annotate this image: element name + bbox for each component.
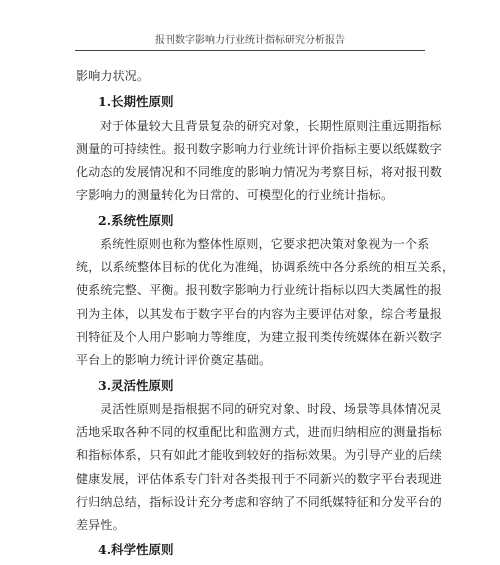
paragraph-line: 行归纳总结，指标设计充分考虑和容纳了不同纸媒特征和分发平台的 xyxy=(76,495,443,509)
paragraph-line: 健康发展，评估体系专门针对各类报刊于不同新兴的数字平台表现进 xyxy=(76,472,443,486)
paragraph-line: 平台上的影响力统计评价奠定基础。 xyxy=(76,353,272,367)
paragraph-line: 活地采取各种不同的权重配比和监测方式，进而归纳相应的测量指标 xyxy=(76,425,443,439)
paragraph-line: 测量的可持续性。报刊数字影响力行业统计评价指标主要以纸媒数字 xyxy=(76,142,443,156)
section-heading-systematic: 2.系统性原则 xyxy=(98,213,174,228)
paragraph-line: 和指标体系，只有如此才能收到较好的指标效果。为引导产业的后续 xyxy=(76,448,443,462)
paragraph-line: 字影响力的测量转化为日常的、可模型化的行业统计指标。 xyxy=(76,188,394,202)
paragraph-line: 使系统完整、平衡。报刊数字影响力行业统计指标以四大类属性的报 xyxy=(76,283,443,297)
paragraph-line: 刊为主体，以其发布于数字平台的内容为主要评估对象，综合考量报 xyxy=(76,307,443,321)
section-heading-scientific: 4.科学性原则 xyxy=(98,542,174,557)
paragraph-line: 对于体量较大且背景复杂的研究对象，长期性原则注重远期指标 xyxy=(100,119,442,133)
paragraph-line: 差异性。 xyxy=(76,518,125,532)
paragraph-line: 刊特征及个人用户影响力等维度，为建立报刊类传统媒体在新兴数字 xyxy=(76,330,443,344)
header-rule xyxy=(75,50,425,51)
paragraph-line: 化动态的发展情况和不同维度的影响力情况为考察目标，将对报刊数 xyxy=(76,165,443,179)
running-header: 报刊数字影响力行业统计指标研究分析报告 xyxy=(155,35,345,46)
section-heading-long-term: 1.长期性原则 xyxy=(98,94,174,109)
paragraph-line: 统，以系统整体目标的优化为准绳，协调系统中各分系统的相互关系， xyxy=(76,260,455,274)
paragraph-line: 系统性原则也称为整体性原则，它要求把决策对象视为一个系 xyxy=(100,237,430,251)
paragraph-line: 灵活性原则是指根据不同的研究对象、时段、场景等具体情况灵 xyxy=(100,402,442,416)
section-heading-flexibility: 3.灵活性原则 xyxy=(98,378,174,393)
paragraph-line: 影响力状况。 xyxy=(76,69,150,83)
